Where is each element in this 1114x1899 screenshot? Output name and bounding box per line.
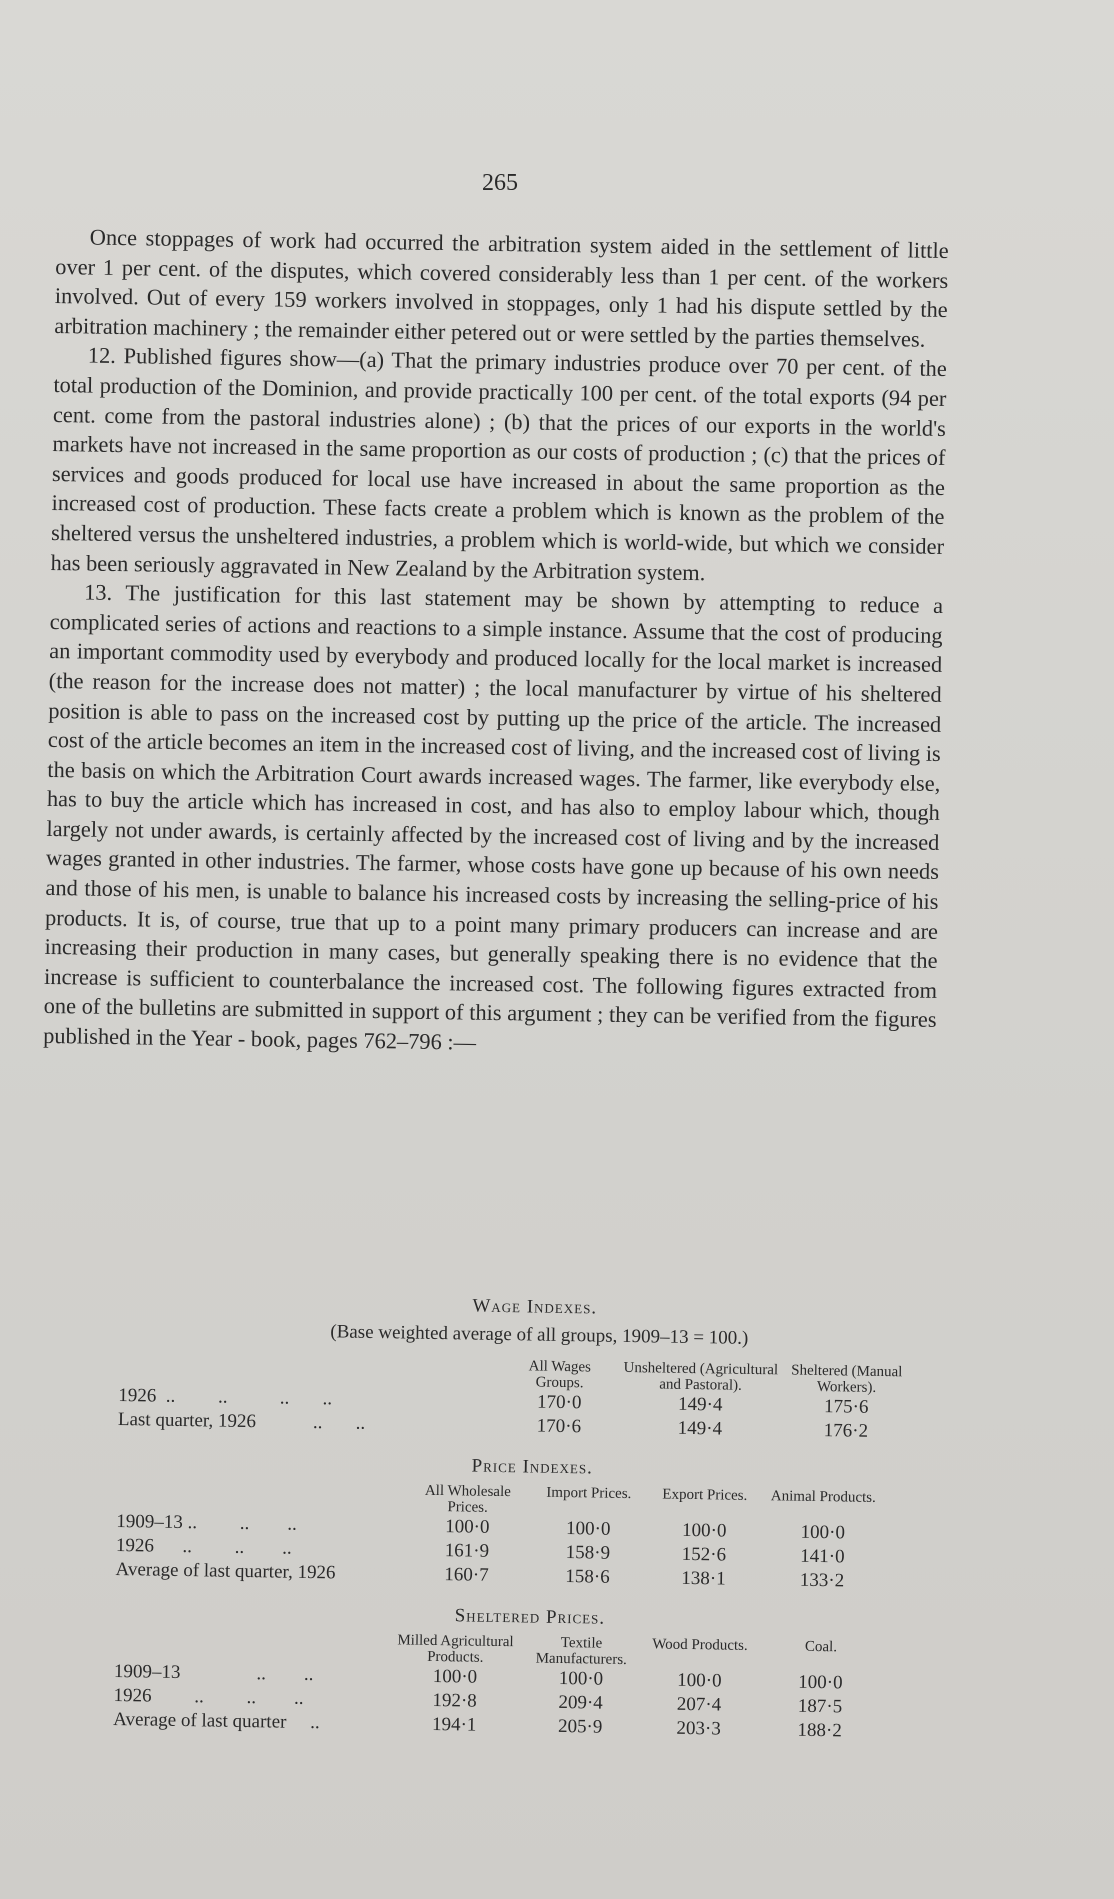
row-label: 1926 .. .. ..	[115, 1534, 292, 1559]
table-cell: 100·0	[800, 1521, 846, 1544]
table-cell: 170·0	[536, 1391, 582, 1414]
column-header: Wood Products.	[652, 1636, 748, 1654]
price-indexes-table	[115, 1450, 897, 1594]
table-cell: 100·0	[565, 1518, 611, 1540]
table-cell: 175·6	[823, 1396, 869, 1418]
table-cell: 203·3	[676, 1717, 721, 1740]
table-cell: 161·9	[444, 1540, 490, 1562]
paragraph-13: 13. The justification for this last statement may be shown by attempting to reduce a complicated series of actions and reactions to a simple instance. Assume that the cost of producing an important commodity used by everybody and produced locally for the local market is increased (the reason for the increase does not matter) ; the local manufacturer by virtue of his sheltered position is able to pass on the increased cost by putting up the price of the article. The increased cost of the article becomes an item in the increased cost of living, and the increased cost of living is the basis on which the Arbitration Court awards increased wages. The farmer, like everybody else, has to buy the article which has increased in cost, and has also to employ labour which, though largely not under awards, is certainly affected by the increased cost of living and by the increased wages granted in other industries. The farmer, whose costs have gone up because of his own needs and those of his men, is unable to balance his increased costs by increasing the selling-price of his products. It is, of course, true that up to a point many primary producers can increase and are increasing their production in many cases, but generally speaking there is no evidence that the increase is sufficient to counterbalance the increased cost. The following figures extracted from one of the bulletins are submitted in support of this argument ; they can be verified from the figures published in the Year - book, pages 762–796 :—	[43, 579, 944, 1055]
paragraph-12: 12. Published figures show—(a) That the primary industries produce over 70 per cent. of the total production of the Dominion, and provide practically 100 per cent. of the total exports (94 per cent. come from the pastoral industries alone) ; (b) that the prices of our exports in the world's markets have not increased in the same proportion as our costs of production ; (c) that the prices of services and goods produced for local use have increased in about the same proportion as the increased cost of production. These facts create a problem which is known as the problem of the sheltered versus the unsheltered industries, a problem which is world-wide, but which we consider has been seriously aggravated in New Zealand by the Arbitration system.	[50, 342, 947, 585]
row-label: 1909–13 .. ..	[113, 1660, 314, 1686]
table-cell: 194·1	[431, 1713, 477, 1736]
column-header: Unsheltered (Agricultural and Pastoral).	[623, 1359, 779, 1394]
column-header: Milled Agricultural Products.	[397, 1632, 514, 1666]
table-cell: 100·0	[677, 1669, 722, 1692]
column-header: Sheltered (Manual Workers).	[791, 1362, 903, 1396]
table-cell: 187·5	[797, 1695, 843, 1718]
table-cell: 133·2	[799, 1569, 845, 1592]
table-cell: 100·0	[798, 1671, 843, 1694]
column-header: Export Prices.	[662, 1486, 748, 1504]
column-header: All Wholesale Prices.	[424, 1482, 511, 1516]
wage-indexes-table	[117, 1290, 903, 1444]
table-cell: 149·4	[677, 1417, 723, 1440]
table-cell: 170·6	[536, 1415, 582, 1438]
row-label: 1909–13 .. .. ..	[116, 1510, 298, 1535]
table-cell: 192·8	[432, 1689, 477, 1712]
column-header: Import Prices.	[546, 1484, 632, 1503]
index-tables	[113, 1290, 903, 1762]
table-cell: 149·4	[677, 1393, 723, 1416]
column-header: Animal Products.	[770, 1488, 876, 1506]
table-cell: 100·0	[681, 1519, 727, 1542]
table-cell: 158·9	[565, 1542, 611, 1564]
row-label: 1926 .. .. ..	[113, 1684, 304, 1709]
column-header: Coal.	[804, 1638, 838, 1656]
table-cell: 207·4	[676, 1693, 722, 1716]
row-label: Average of last quarter, 1926	[115, 1558, 336, 1584]
sheltered-prices-table	[113, 1600, 895, 1744]
table-title: Wage Indexes.	[472, 1295, 598, 1319]
table-cell: 100·0	[558, 1667, 604, 1690]
page-number: 265	[482, 170, 518, 196]
table-cell: 176·2	[823, 1420, 869, 1442]
table-cell: 141·0	[800, 1545, 845, 1568]
table-title: Price Indexes.	[471, 1455, 594, 1479]
paragraph-stoppages: Once stoppages of work had occurred the arbitration system aided in the settlement of little over 1 per cent. of the disputes, which covered considerably less than 1 per cent. of the workers involved. Out of every 159 workers involved in stoppages, only 1 had his dispute settled by the arbitration machinery ; the remainder either petered out or were settled by the parties themselves.	[54, 224, 949, 352]
table-title: Sheltered Prices.	[454, 1605, 606, 1629]
row-label: Average of last quarter ..	[113, 1708, 320, 1734]
table-cell: 188·2	[797, 1719, 842, 1742]
table-cell: 138·1	[681, 1567, 726, 1590]
table-cell: 100·0	[432, 1665, 478, 1688]
column-header: Textile Manufacturers.	[535, 1634, 627, 1669]
column-header	[114, 1628, 384, 1664]
row-label: 1926 .. .. .. ..	[118, 1384, 333, 1410]
table-cell: 158·6	[565, 1566, 610, 1588]
body-text	[43, 222, 949, 1065]
row-label: Last quarter, 1926 .. ..	[117, 1408, 366, 1434]
table-cell: 152·6	[681, 1543, 727, 1566]
table-cell: 209·4	[558, 1691, 603, 1714]
column-header	[117, 1478, 402, 1514]
table-subtitle: (Base weighted average of all groups, 1909–13 = 100.)	[330, 1321, 749, 1349]
table-cell: 160·7	[444, 1564, 489, 1586]
table-cell: 205·9	[557, 1715, 603, 1738]
table-cell: 100·0	[444, 1516, 490, 1538]
column-header: All Wages Groups.	[528, 1358, 592, 1392]
